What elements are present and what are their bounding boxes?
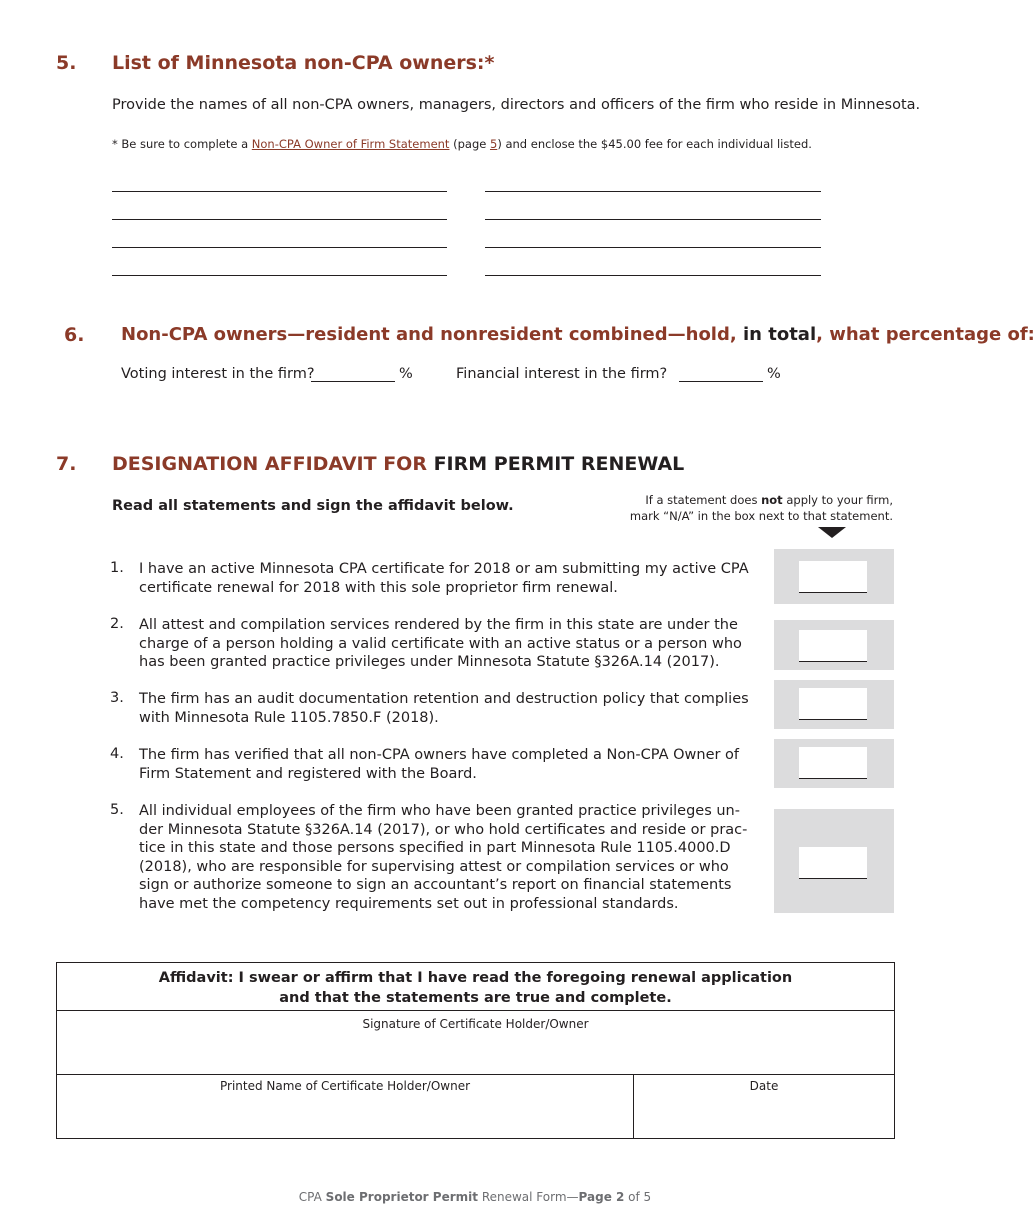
na-note-2: apply to your firm,: [782, 493, 893, 507]
statement-1-number: 1.: [110, 560, 124, 576]
na-note-bold: not: [761, 493, 783, 507]
section-7-number: 7.: [56, 453, 77, 475]
statement-line: All individual employees of the firm who have been granted practice privileges un-: [139, 803, 740, 819]
statement-5-number: 5.: [110, 802, 124, 818]
title-part-1: Non-CPA owners—resident and nonresident combined—hold,: [121, 324, 743, 345]
statement-2-na-input[interactable]: [799, 630, 867, 662]
owner-name-field-4[interactable]: [485, 219, 821, 220]
affidavit-line-2: and that the statements are true and complete.: [279, 990, 672, 1006]
owner-name-field-5[interactable]: [112, 247, 447, 248]
statement-2-na-box: [774, 620, 894, 670]
statement-line: charge of a person holding a valid certificate with an active status or a person who: [139, 635, 742, 652]
footer-page-number: Page 2: [578, 1190, 625, 1204]
page-footer: [0, 1190, 950, 1204]
signature-label: Signature of Certificate Holder/Owner: [362, 1017, 589, 1031]
statement-3-number: 3.: [110, 690, 124, 706]
statement-line: I have an active Minnesota CPA certificate for 2018 or am submitting my active CPA: [139, 561, 749, 577]
owner-name-field-7[interactable]: [112, 275, 447, 276]
voting-percent-sign: %: [399, 366, 413, 382]
section-5-number: 5.: [56, 52, 77, 74]
statement-3-na-box: [774, 680, 894, 729]
statement-5-na-input[interactable]: [799, 847, 867, 879]
note-page-prefix: (page: [449, 137, 490, 151]
owner-name-field-1[interactable]: [112, 191, 447, 192]
date-label: Date: [749, 1079, 779, 1093]
owner-name-field-6[interactable]: [485, 247, 821, 248]
signature-field[interactable]: [57, 1021, 894, 1073]
statement-4-text: [139, 746, 739, 783]
statement-line: sign or authorize someone to sign an accountant’s report on financial statements: [139, 877, 732, 893]
title-part-1: DESIGNATION AFFIDAVIT FOR: [112, 453, 434, 475]
statement-line: (2018), who are responsible for supervising attest or compilation services or who: [139, 858, 729, 875]
footer-part-5: of 5: [624, 1190, 652, 1204]
section-6-title: [121, 324, 1035, 345]
affidavit-divider-2: [57, 1074, 894, 1075]
statement-4-number: 4.: [110, 746, 124, 762]
statement-2-number: 2.: [110, 616, 124, 632]
voting-interest-field[interactable]: [311, 381, 395, 382]
footer-part-2: Sole Proprietor Permit: [325, 1190, 478, 1204]
statement-5-na-box: [774, 809, 894, 913]
affidavit-statement: [57, 968, 894, 1008]
statement-line: der Minnesota Statute §326A.14 (2017), or who hold certificates and reside or prac-: [139, 821, 748, 838]
statement-4-na-input[interactable]: [799, 747, 867, 779]
title-part-2: in total: [742, 324, 817, 345]
financial-interest-label: Financial interest in the firm?: [456, 366, 668, 382]
owner-name-field-3[interactable]: [112, 219, 447, 220]
date-field[interactable]: [634, 1095, 894, 1137]
statement-1-na-input[interactable]: [799, 561, 867, 593]
statement-1-na-box: [774, 549, 894, 604]
title-part-3: , what percentage of:: [816, 324, 1035, 345]
footer-part-3: Renewal Form—: [478, 1190, 579, 1204]
statement-4-na-box: [774, 739, 894, 788]
statement-3-text: [139, 690, 749, 727]
financial-percent-sign: %: [767, 366, 781, 382]
statement-line: with Minnesota Rule 1105.7850.F (2018).: [139, 709, 439, 726]
na-note-1: If a statement does: [645, 493, 762, 507]
printed-name-field[interactable]: [57, 1095, 633, 1137]
voting-interest-label: Voting interest in the firm?: [121, 366, 315, 382]
section-7-title: [112, 453, 684, 475]
arrow-down-icon: [818, 527, 846, 538]
affidavit-line-1: Affidavit: I swear or affirm that I have read the foregoing renewal application: [158, 970, 793, 986]
affidavit-divider-1: [57, 1010, 894, 1011]
section-6-number: 6.: [64, 324, 85, 346]
statement-line: The firm has verified that all non-CPA owners have completed a Non-CPA Owner of: [139, 747, 740, 763]
statement-2-text: [139, 616, 742, 672]
statement-line: tice in this state and those persons specified in part Minnesota Rule 1105.4000.D: [139, 840, 731, 856]
page-5-link[interactable]: 5: [489, 137, 498, 151]
note-suffix: ) and enclose the $45.00 fee for each individual listed.: [497, 137, 812, 151]
statement-line: certificate renewal for 2018 with this sole proprietor firm renewal.: [139, 579, 618, 596]
footer-part-1: CPA: [298, 1190, 326, 1204]
statement-3-na-input[interactable]: [799, 688, 867, 720]
statement-1-text: [139, 560, 749, 597]
statement-line: The firm has an audit documentation retention and destruction policy that complies: [139, 691, 749, 707]
owner-name-field-8[interactable]: [485, 275, 821, 276]
note-prefix: * Be sure to complete a: [112, 137, 252, 151]
section-7-instruction: Read all statements and sign the affidavit below.: [112, 498, 514, 514]
section-5-title: List of Minnesota non-CPA owners:*: [112, 52, 495, 74]
printed-name-label: Printed Name of Certificate Holder/Owner: [219, 1079, 471, 1093]
statement-line: have met the competency requirements set out in professional standards.: [139, 895, 679, 912]
statement-5-text: [139, 802, 747, 913]
statement-line: Firm Statement and registered with the Board.: [139, 765, 477, 782]
section-5-instruction: Provide the names of all non-CPA owners, managers, directors and officers of the firm who reside in Minnesota.: [112, 97, 921, 113]
statement-line: has been granted practice privileges under Minnesota Statute §326A.14 (2017).: [139, 654, 720, 670]
title-part-2: FIRM PERMIT RENEWAL: [433, 453, 685, 475]
section-5-note: [112, 137, 812, 151]
na-note-3: mark “N/A” in the box next to that statement.: [629, 509, 893, 523]
affidavit-box: [56, 962, 895, 1139]
na-instruction-note: [630, 492, 893, 524]
owner-name-field-2[interactable]: [485, 191, 821, 192]
statement-line: All attest and compilation services rendered by the firm in this state are under the: [139, 617, 738, 633]
financial-interest-field[interactable]: [679, 381, 763, 382]
non-cpa-statement-link[interactable]: Non-CPA Owner of Firm Statement: [251, 137, 450, 151]
